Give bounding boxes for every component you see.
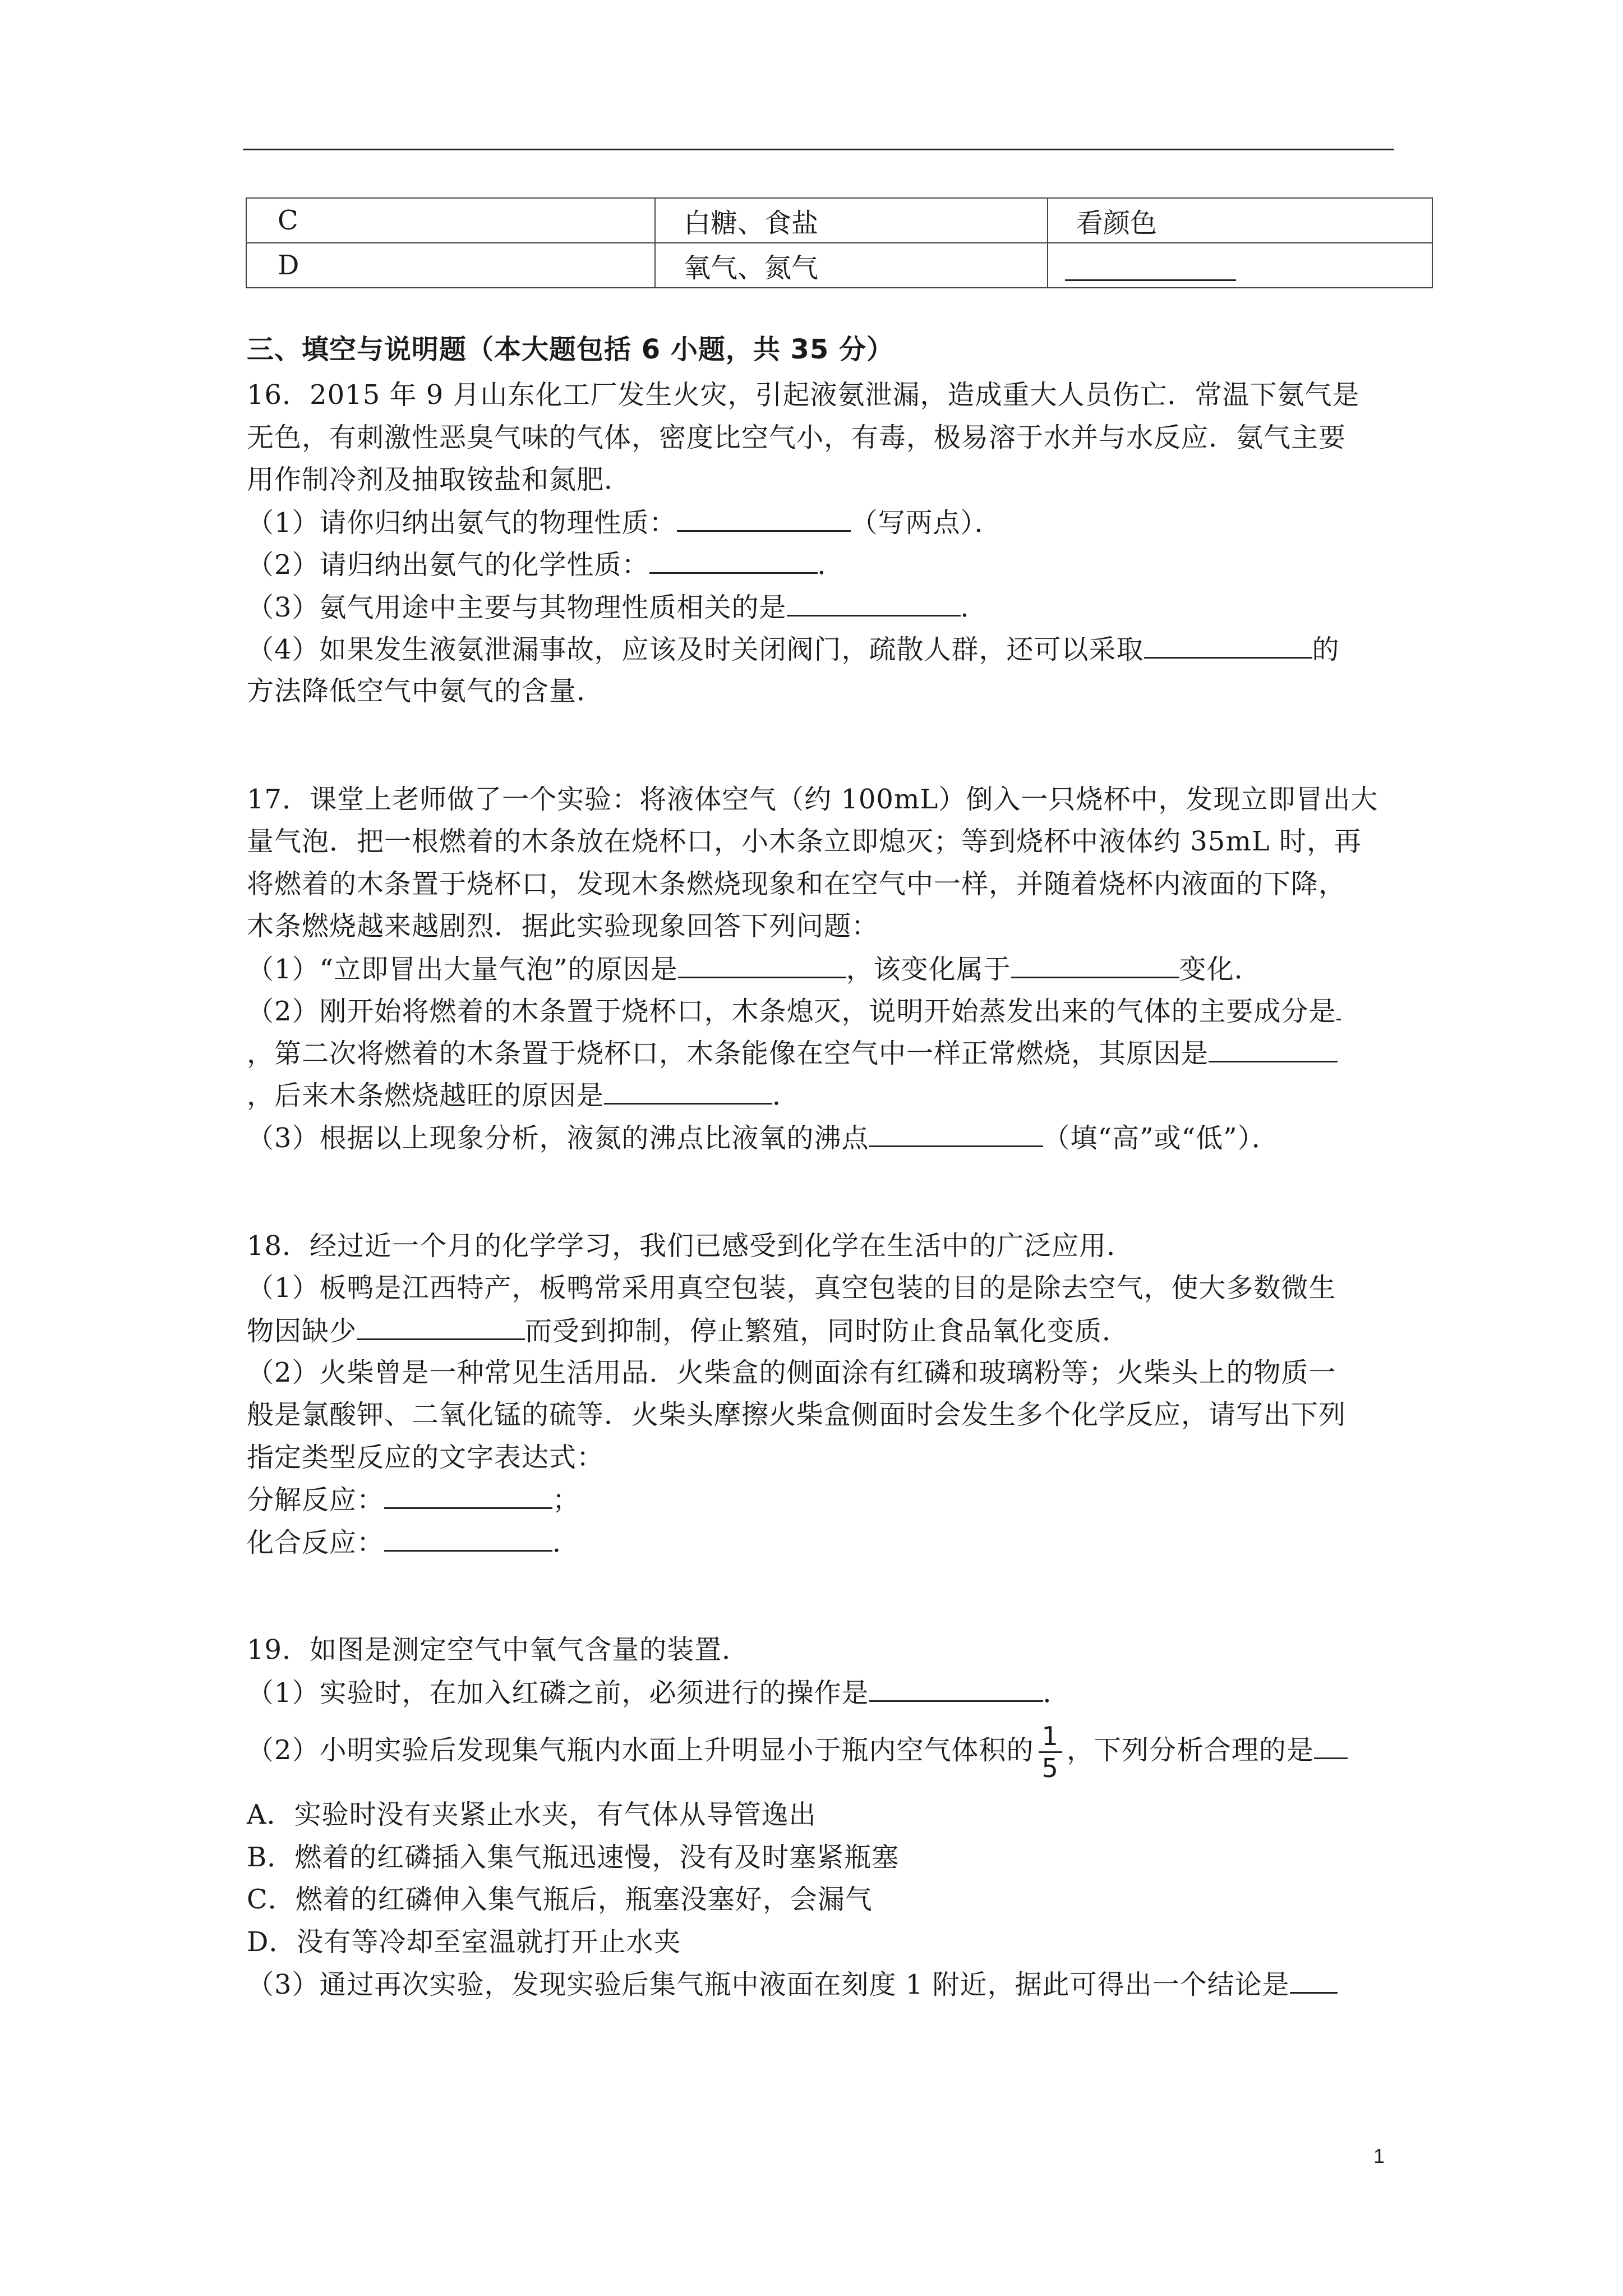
answer-blank [677,505,851,532]
q17-part-2-line1: （2）刚开始将燃着的木条置于烧杯口，木条熄灭，说明开始蒸发出来的气体的主要成分是 [247,994,1341,1028]
q18-part-2-line: 指定类型反应的文字表达式： [247,1442,605,1473]
answer-blank [1011,952,1179,978]
answer-blank [1209,1036,1338,1062]
answer-blank [1065,254,1236,281]
q17-stem-line: 17．课堂上老师做了一个实验：将液体空气（约 100mL）倒入一只烧杯中，发现立即冒出大 [247,784,1378,815]
q16-part-4: （4）如果发生液氨泄漏事故，应该及时关闭阀门，疏散人群，还可以采取 的 [247,632,1340,666]
page-number: 1 [1373,2145,1385,2168]
answer-blank [384,1525,552,1552]
table-cell: C [246,198,655,243]
q16-part-2: （2）请归纳出氨气的化学性质： ． [247,547,845,582]
answer-blank [1144,632,1312,659]
q18-stem: 18．经过近一个月的化学学习，我们已感受到化学在生活中的广泛应用． [247,1230,1135,1262]
q18-decomposition: 分解反应： ； [247,1483,580,1517]
q17-stem-line: 量气泡．把一根燃着的木条放在烧杯口，小木条立即熄灭；等到烧杯中液体约 35mL 时，再 [247,826,1362,857]
q18-combination: 化合反应： ． [247,1525,580,1559]
section-heading: 三、填空与说明题（本大题包括 6 小题，共 35 分） [247,334,895,365]
q17-part-3: （3）根据以上现象分析，液氮的沸点比液氧的沸点 （填“高”或“低”）． [247,1121,1279,1155]
q17-stem-line: 将燃着的木条置于烧杯口，发现木条燃烧现象和在空气中一样，并随着烧杯内液面的下降， [247,868,1347,900]
answer-blank [357,1314,525,1340]
header-rule [243,149,1394,150]
answer-blank [869,1121,1043,1147]
q19-part-3: （3）通过再次实验，发现实验后集气瓶中液面在刻度 1 附近，据此可得出一个结论是 [247,1967,1338,2001]
q18-part-2-line: （2）火柴曾是一种常见生活用品．火柴盒的侧面涂有红磷和玻璃粉等；火柴头上的物质一 [247,1357,1336,1388]
q16-stem-line: 用作制冷剂及抽取铵盐和氮肥． [247,464,632,495]
answer-blank [787,590,961,616]
table-cell: 氧气、氮气 [655,243,1048,288]
q16-part-4-line2: 方法降低空气中氨气的含量． [247,675,605,707]
q19-part-1: （1）实验时，在加入红磷之前，必须进行的操作是 ． [247,1676,1071,1710]
q17-stem-line: 木条燃烧越来越剧烈．据此实验现象回答下列问题： [247,910,879,942]
q17-part-2-line3: ，后来木条燃烧越旺的原因是 ． [247,1078,800,1112]
q17-part-1: （1）“立即冒出大量气泡”的原因是 ，该变化属于 变化． [247,952,1262,986]
q19-option: A．实验时没有夹紧止水夹，有气体从导管逸出 [247,1799,817,1830]
table-row [246,198,1432,243]
table-cell-answer-blank [1048,243,1432,288]
q18-part-1-line1: （1）板鸭是江西特产，板鸭常采用真空包装，真空包装的目的是除去空气，使大多数微生 [247,1272,1336,1304]
table-cell: D [246,243,655,288]
table-cell: 白糖、食盐 [655,198,1048,243]
answer-blank [1336,994,1341,1020]
answer-blank [604,1078,772,1105]
answer-blank [1314,1733,1348,1759]
answer-blank [869,1676,1043,1702]
q18-part-1-line2: 物因缺少 而受到抑制，停止繁殖，同时防止食品氧化变质． [247,1314,1129,1348]
answer-blank [1290,1967,1338,1994]
options-table [246,197,1433,288]
table-cell: 看颜色 [1048,198,1432,243]
q19-option: B．燃着的红磷插入集气瓶迅速慢，没有及时塞紧瓶塞 [247,1842,900,1873]
answer-blank [678,952,846,978]
fraction: $\frac{1}{5}$ [1039,1723,1062,1781]
q18-part-2-line: 般是氯酸钾、二氧化锰的硫等．火柴头摩擦火柴盒侧面时会发生多个化学反应，请写出下列 [247,1399,1347,1430]
q16-stem-line: 16．2015 年 9 月山东化工厂发生火灾，引起液氨泄漏，造成重大人员伤亡．常温下氨气是 [247,379,1360,411]
q19-part-2: （2）小明实验后发现集气瓶内水面上升明显小于瓶内空气体积的 $\frac{1}{5}$ ，下列分析合理的是 [247,1717,1348,1784]
q19-option: C．燃着的红磷伸入集气瓶后，瓶塞没塞好，会漏气 [247,1884,873,1915]
q17-part-2-line2: ，第二次将燃着的木条置于烧杯口，木条能像在空气中一样正常燃烧，其原因是 [247,1036,1338,1070]
q16-part-3: （3）氨气用途中主要与其物理性质相关的是 ． [247,590,988,624]
answer-blank [649,547,818,574]
table-row [246,243,1432,288]
q19-stem: 19．如图是测定空气中氧气含量的装置． [247,1634,750,1665]
q16-stem-line: 无色，有刺激性恶臭气味的气体，密度比空气小，有毒，极易溶于水并与水反应．氨气主要 [247,422,1347,453]
q16-part-1: （1）请你归纳出氨气的物理性质： （写两点）． [247,505,1002,540]
q19-option: D．没有等冷却至室温就打开止水夹 [247,1926,681,1958]
answer-blank [384,1483,552,1509]
